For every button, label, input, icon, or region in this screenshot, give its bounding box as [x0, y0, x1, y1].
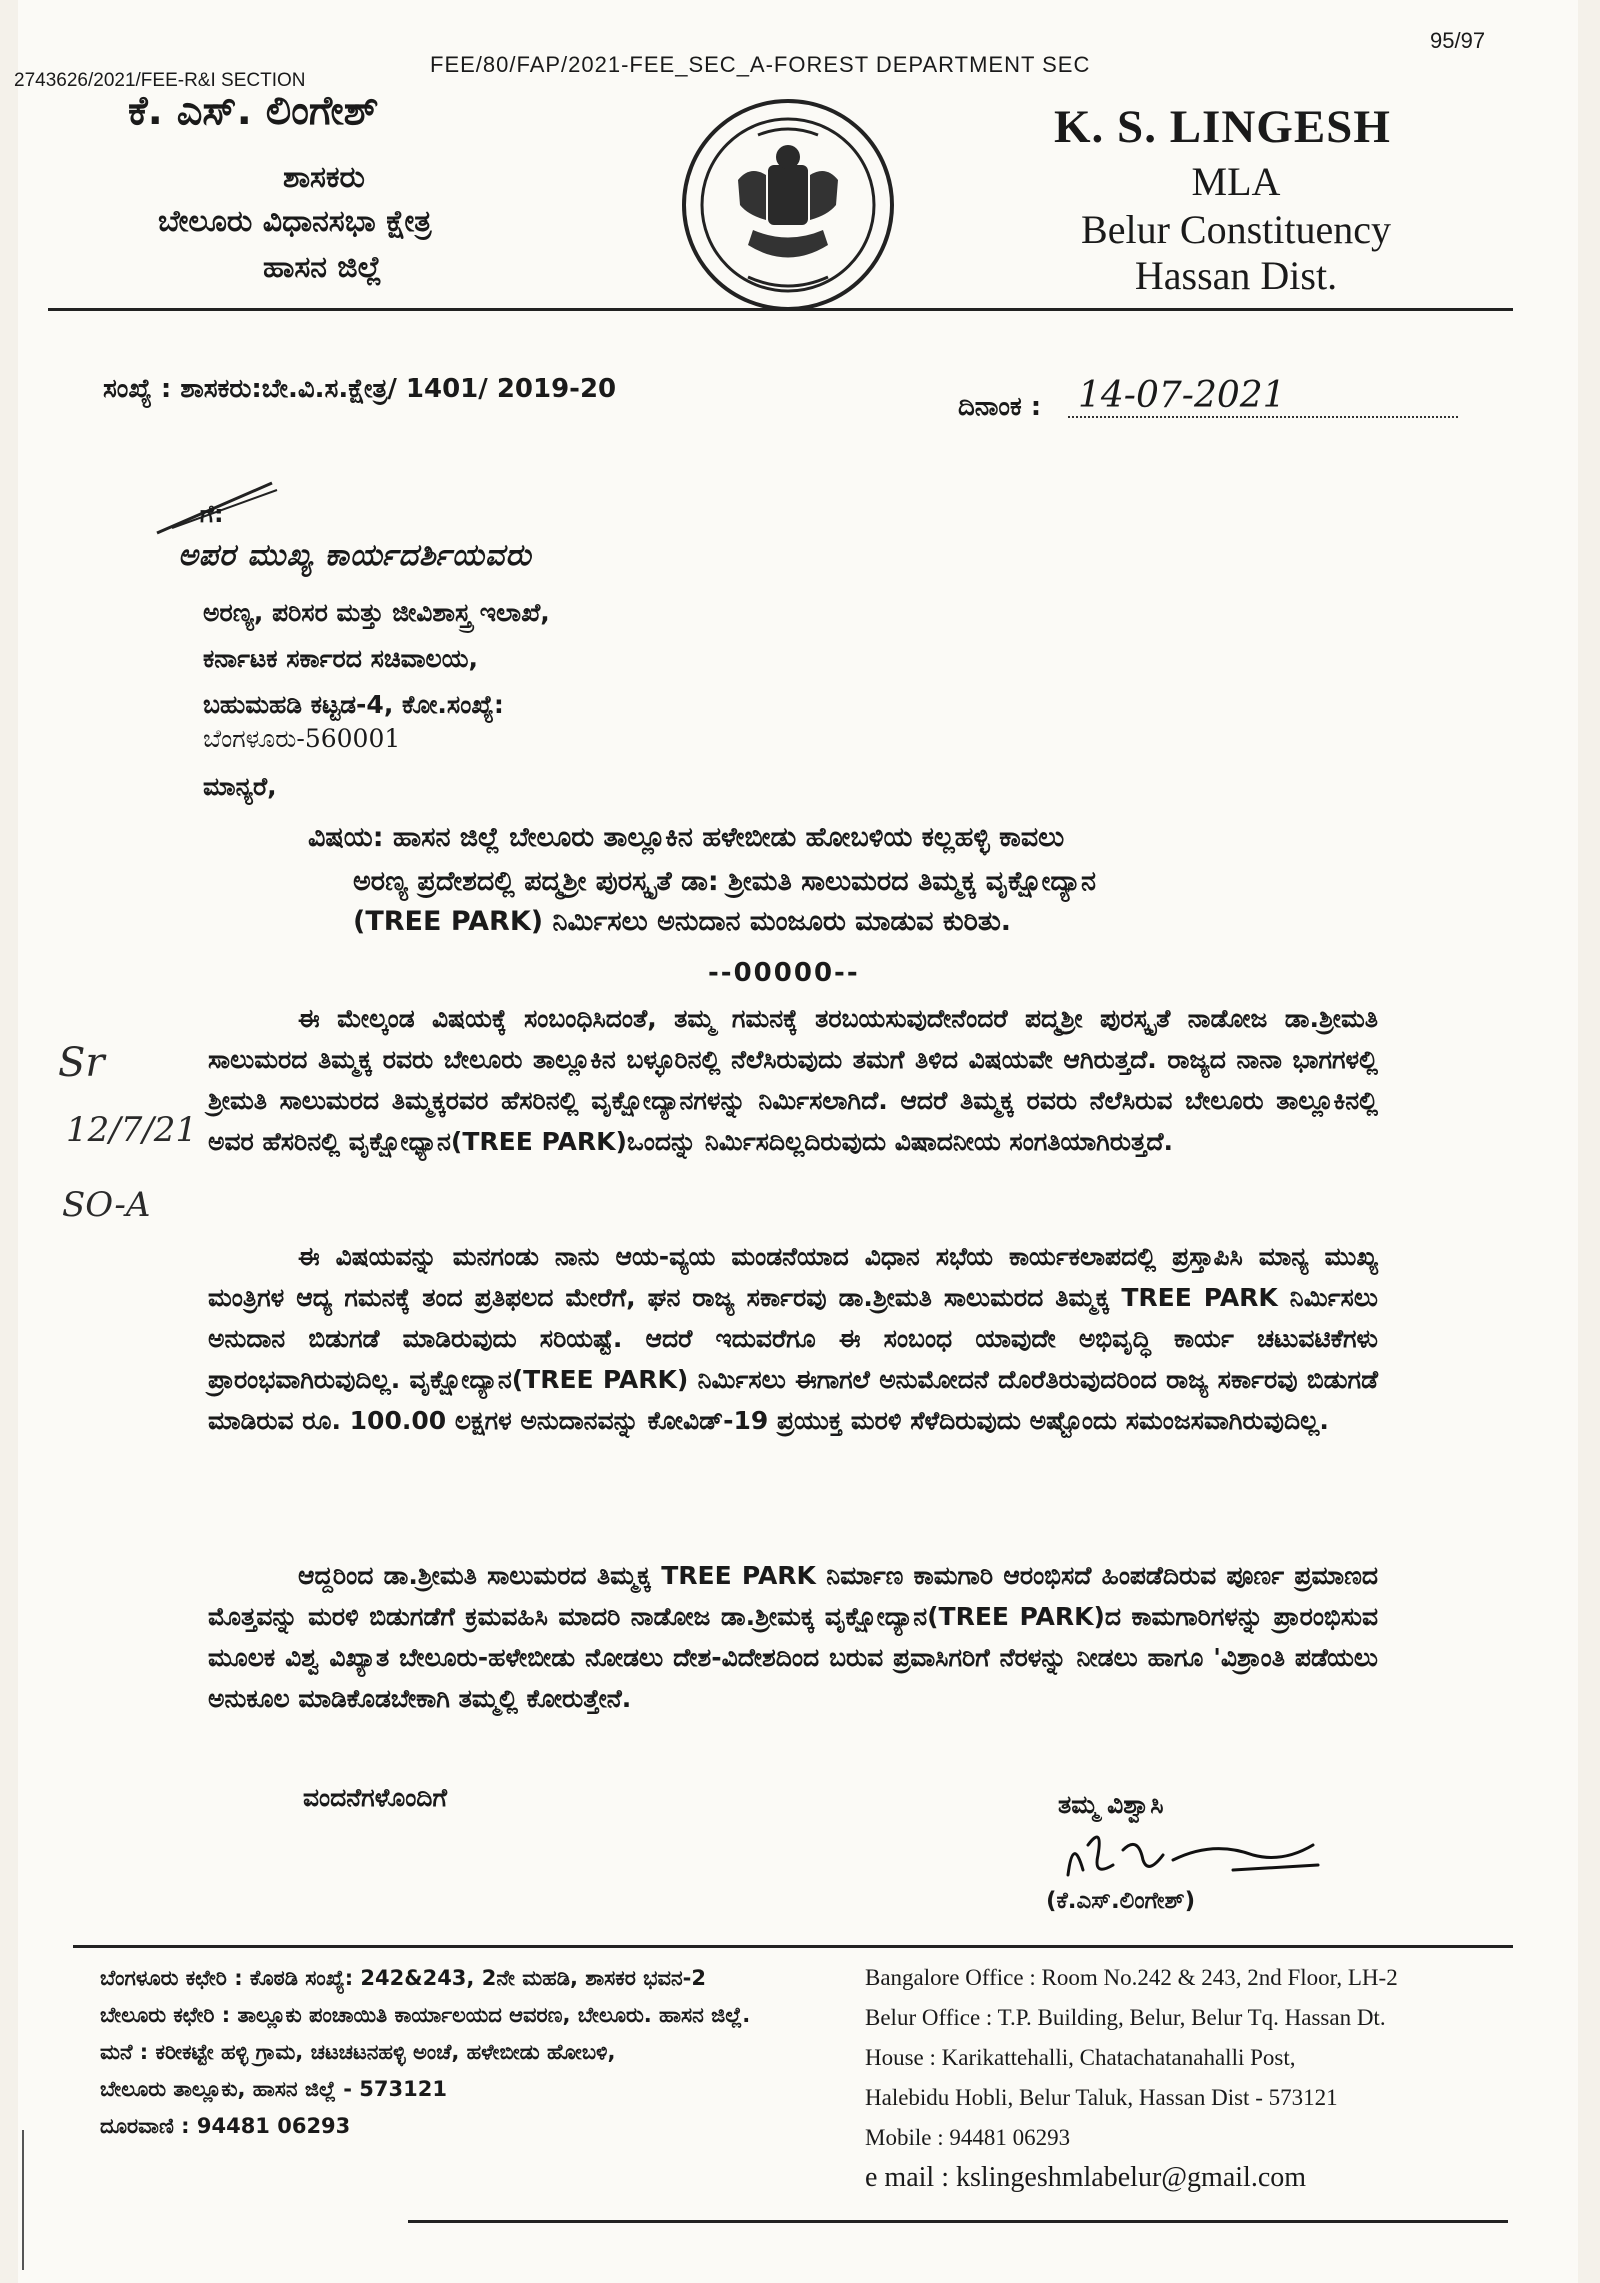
address-line: ಬಹುಮಹಡಿ ಕಟ್ಟಡ-4, ಕೋ.ಸಂಖ್ಯೆ:: [203, 690, 504, 719]
footer-email: e mail : kslingeshmlabelur@gmail.com: [865, 2162, 1307, 2193]
footer-en-line: Belur Office : T.P. Building, Belur, Belur Tq. Hassan Dt.: [865, 2005, 1386, 2030]
footer-english-addresses: [865, 1958, 1505, 2198]
salutation: ಮಾನ್ಯರೆ,: [203, 772, 277, 801]
to-label: ಗೆ:: [200, 500, 224, 528]
footer-kn-line: ಮನೆ : ಕರೀಕಟ್ಟೇ ಹಳ್ಳಿ ಗ್ರಾಮ, ಚಟಚಟನಹಳ್ಳಿ ಅಂಚೆ, ಹಳೇಬೀಡು ಹೋಬಳಿ,: [100, 2040, 616, 2064]
date-value: 14-07-2021: [1068, 375, 1458, 418]
body-paragraph: [208, 1555, 1378, 1719]
subject-line: ಅರಣ್ಯ ಪ್ರದೇಶದಲ್ಲಿ ಪದ್ಮಶ್ರೀ ಪುರಸ್ಕೃತೆ ಡಾ: ಶ್ರೀಮತಿ ಸಾಲುಮರದ ತಿಮ್ಮಕ್ಕ ವೃಕ್ಷೋದ್ಯಾನ: [353, 866, 1097, 897]
footer-kannada-addresses: [100, 1960, 830, 2145]
letterhead-en-name: K. S. LINGESH: [1054, 101, 1391, 153]
subject-line: ವಿಷಯ: ಹಾಸನ ಜಿಲ್ಲೆ ಬೇಲೂರು ತಾಲ್ಲೂಕಿನ ಹಳೇಬೀಡು ಹೋಬಳಿಯ ಕಲ್ಲಹಳ್ಳಿ ಕಾವಲು: [308, 822, 1065, 853]
date-label: ದಿನಾಂಕ :: [958, 392, 1042, 422]
addressee-name: ಅಪರ ಮುಖ್ಯ ಕಾರ್ಯದರ್ಶಿಯವರು: [178, 538, 532, 573]
closing-text: ವಂದನೆಗಳೊಂದಿಗೆ: [303, 1783, 447, 1812]
signatory-name: (ಕೆ.ಎಸ್.ಲಿಂಗೇಶ್): [1046, 1888, 1196, 1914]
karnataka-emblem-seal-icon: [678, 95, 898, 315]
address-line: ಕರ್ನಾಟಕ ಸರ್ಕಾರದ ಸಚಿವಾಲಯ,: [203, 644, 479, 673]
yours-faithfully: ತಮ್ಮ ವಿಶ್ವಾಸಿ: [1058, 1790, 1164, 1819]
reference-number: ಸಂಖ್ಯೆ : ಶಾಸಕರು:ಬೇ.ವಿ.ಸ.ಕ್ಷೇತ್ರ/ 1401/ 2019-20: [103, 374, 617, 404]
section-divider: --00000--: [708, 958, 860, 988]
footer-en-line: Bangalore Office : Room No.242 & 243, 2nd Floor, LH-2: [865, 1965, 1398, 1990]
footer-en-line: Halebidu Hobli, Belur Taluk, Hassan Dist - 573121: [865, 2085, 1338, 2110]
signature-icon: [1053, 1815, 1333, 1895]
header-divider: [48, 308, 1513, 311]
paragraph-text: ಈ ವಿಷಯವನ್ನು ಮನಗಂಡು ನಾನು ಆಯ-ವ್ಯಯ ಮಂಡನೆಯಾದ ವಿಧಾನ ಸಭೆಯ ಕಾರ್ಯಕಲಾಪದಲ್ಲಿ ಪ್ರಸ್ತಾಪಿಸಿ ಮಾನ್ಯ ಮುಖ್ಯ ಮಂತ್ರಿಗಳ ಆದ್ಯ ಗಮನಕ್ಕೆ ತಂದ ಪ್ರತಿಫಲದ ಮೇರೆಗೆ, ಘನ ರಾಜ್ಯ ಸರ್ಕಾರವು ಡಾ.ಶ್ರೀಮತಿ ಸಾಲುಮರದ ತಿಮ್ಮಕ್ಕ TREE PARK ನಿರ್ಮಿಸಲು ಅನುದಾನ ಬಿಡುಗಡೆ ಮಾಡಿರುವುದು ಸರಿಯಷ್ಟೆ. ಆದರೆ ಇದುವರೆಗೂ ಈ ಸಂಬಂಧ ಯಾವುದೇ ಅಭಿವೃದ್ಧಿ ಕಾರ್ಯ ಚಟುವಟಿಕೆಗಳು ಪ್ರಾರಂಭವಾಗಿರುವುದಿಲ್ಲ. ವೃಕ್ಷೋದ್ಯಾನ(TREE PARK) ನಿರ್ಮಿಸಲು ಈಗಾಗಲೆ ಅನುಮೋದನೆ ದೊರೆತಿರುವುದರಿಂದ ರಾಜ್ಯ ಸರ್ಕಾರವು ಬಿಡುಗಡೆ ಮಾಡಿರುವ ರೂ. 100.00 ಲಕ್ಷಗಳ ಅನುದಾನವನ್ನು ಕೋವಿಡ್-19 ಪ್ರಯುಕ್ತ ಮರಳಿ ಸೆಳೆದಿರುವುದು ಅಷ್ಟೊಂದು ಸಮಂಜಸವಾಗಿರುವುದಿಲ್ಲ.: [208, 1242, 1378, 1435]
letter-page: [14, 0, 1578, 2283]
footer-en-line: House : Karikattehalli, Chatachatanahalli Post,: [865, 2045, 1296, 2070]
body-paragraph: [208, 1236, 1378, 1441]
page-number: 95/97: [1430, 28, 1486, 53]
footer-kn-line: ಬೇಲೂರು ಕಛೇರಿ : ತಾಲ್ಲೂಕು ಪಂಚಾಯಿತಿ ಕಾರ್ಯಾಲಯದ ಆವರಣ, ಬೇಲೂರು. ಹಾಸನ ಜಿಲ್ಲೆ.: [100, 2003, 751, 2027]
receipt-reference-stamp: 2743626/2021/FEE-R&I SECTION: [14, 70, 306, 91]
footer-kn-line: ದೂರವಾಣಿ : 94481 06293: [100, 2114, 351, 2138]
footer-kn-line: ಬೆಂಗಳೂರು ಕಛೇರಿ : ಕೊಠಡಿ ಸಂಖ್ಯೆ: 242&243, 2ನೇ ಮಹಡಿ, ಶಾಸಕರ ಭವನ-2: [100, 1966, 707, 1990]
scan-edge-line: [22, 2130, 24, 2270]
subject-line: (TREE PARK) ನಿರ್ಮಿಸಲು ಅನುದಾನ ಮಂಜೂರು ಮಾಡುವ ಕುರಿತು.: [353, 906, 1012, 937]
footer-kn-line: ಬೇಲೂರು ತಾಲ್ಲೂಕು, ಹಾಸನ ಜಿಲ್ಲೆ - 573121: [100, 2077, 447, 2101]
paragraph-text: ಆದ್ದರಿಂದ ಡಾ.ಶ್ರೀಮತಿ ಸಾಲುಮರದ ತಿಮ್ಮಕ್ಕ TREE PARK ನಿರ್ಮಾಣ ಕಾಮಗಾರಿ ಆರಂಭಿಸದೆ ಹಿಂಪಡೆದಿರುವ ಪೂರ್ಣ ಪ್ರಮಾಣದ ಮೊತ್ತವನ್ನು ಮರಳಿ ಬಿಡುಗಡೆಗೆ ಕ್ರಮವಹಿಸಿ ಮಾದರಿ ನಾಡೋಜ ಡಾ.ಶ್ರೀಮಕ್ಕ ವೃಕ್ಷೋದ್ಯಾನ(TREE PARK)ದ ಕಾಮಗಾರಿಗಳನ್ನು ಪ್ರಾರಂಭಿಸುವ ಮೂಲಕ ವಿಶ್ವ ವಿಖ್ಯಾತ ಬೇಲೂರು-ಹಳೇಬೀಡು ನೋಡಲು ದೇಶ-ವಿದೇಶದಿಂದ ಬರುವ ಪ್ರವಾಸಿಗರಿಗೆ ನೆರಳನ್ನು ನೀಡಲು ಹಾಗೂ 'ವಿಶ್ರಾಂತಿ ಪಡೆಯಲು ಅನುಕೂಲ ಮಾಡಿಕೊಡಬೇಕಾಗಿ ತಮ್ಮಲ್ಲಿ ಕೋರುತ್ತೇನೆ.: [208, 1561, 1378, 1713]
letterhead-kn-district: ಹಾಸನ ಜಿಲ್ಲೆ: [263, 250, 382, 285]
footer-divider: [73, 1945, 1513, 1948]
footer-bottom-rule: [408, 2220, 1508, 2223]
margin-note: Sr: [58, 1040, 105, 1086]
address-line: ಬೆಂಗಳೂರು-560001: [203, 724, 401, 753]
file-number-stamp: FEE/80/FAP/2021-FEE_SEC_A-FOREST DEPARTMENT SEC: [430, 52, 1091, 77]
margin-note: SO-A: [62, 1185, 151, 1225]
letterhead-kn-title: ಶಾಸಕರು: [283, 160, 365, 195]
footer-en-line: Mobile : 94481 06293: [865, 2125, 1071, 2150]
margin-note: 12/7/21: [66, 1110, 198, 1150]
address-line: ಅರಣ್ಯ, ಪರಿಸರ ಮತ್ತು ಜೀವಿಶಾಸ್ತ್ರ ಇಲಾಖೆ,: [203, 598, 550, 627]
letterhead-en-title: MLA: [1191, 159, 1281, 204]
letterhead-kn-name: ಕೆ. ಎಸ್. ಲಿಂಗೇಶ್: [128, 88, 379, 134]
paragraph-text: ಈ ಮೇಲ್ಕಂಡ ವಿಷಯಕ್ಕೆ ಸಂಬಂಧಿಸಿದಂತೆ, ತಮ್ಮ ಗಮನಕ್ಕೆ ತರಬಯಸುವುದೇನೆಂದರೆ ಪದ್ಮಶ್ರೀ ಪುರಸ್ಕೃತೆ ನಾಡೋಜ ಡಾ.ಶ್ರೀಮತಿ ಸಾಲುಮರದ ತಿಮ್ಮಕ್ಕ ರವರು ಬೇಲೂರು ತಾಲ್ಲೂಕಿನ ಬಳ್ಳೂರಿನಲ್ಲಿ ನೆಲೆಸಿರುವುದು ತಮಗೆ ತಿಳಿದ ವಿಷಯವೇ ಆಗಿರುತ್ತದೆ. ರಾಜ್ಯದ ನಾನಾ ಭಾಗಗಳಲ್ಲಿ ಶ್ರೀಮತಿ ಸಾಲುಮರದ ತಿಮ್ಮಕ್ಕರವರ ಹೆಸರಿನಲ್ಲಿ ವೃಕ್ಷೋದ್ಯಾನಗಳನ್ನು ನಿರ್ಮಿಸಲಾಗಿದೆ. ಆದರೆ ತಿಮ್ಮಕ್ಕ ರವರು ನೆಲೆಸಿರುವ ಬೇಲೂರು ತಾಲ್ಲೂಕಿನಲ್ಲಿ ಅವರ ಹೆಸರಿನಲ್ಲಿ ವೃಕ್ಷೋಧ್ಯಾನ(TREE PARK)ಒಂದನ್ನು ನಿರ್ಮಿಸದಿಲ್ಲದಿರುವುದು ವಿಷಾದನೀಯ ಸಂಗತಿಯಾಗಿರುತ್ತದೆ.: [208, 1004, 1378, 1156]
letterhead-en-district: Hassan Dist.: [1134, 253, 1338, 298]
letterhead-kn-constituency: ಬೇಲೂರು ವಿಧಾನಸಭಾ ಕ್ಷೇತ್ರ: [158, 204, 432, 239]
letterhead-en-constituency: Belur Constituency: [1081, 207, 1391, 252]
body-paragraph: [208, 998, 1378, 1162]
